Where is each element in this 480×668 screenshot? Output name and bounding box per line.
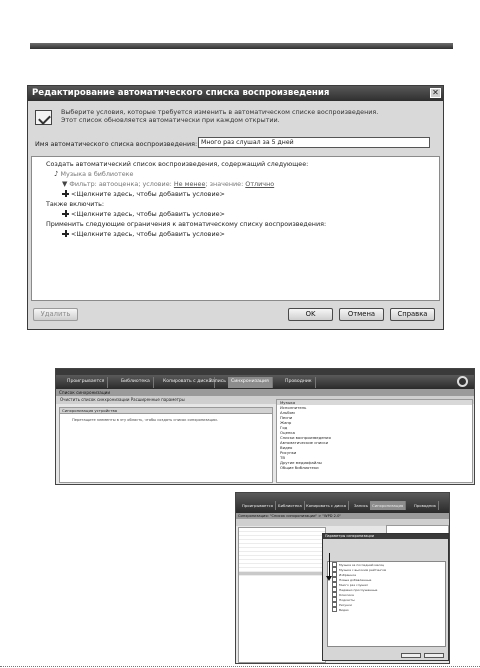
- option-item[interactable]: Избранное: [328, 572, 445, 577]
- option-item[interactable]: Много раз слушал: [328, 582, 445, 587]
- tab-now-playing[interactable]: Проигрывается: [240, 501, 276, 510]
- tree-item[interactable]: Общие библиотеки: [280, 465, 319, 470]
- plus-icon: [62, 230, 69, 237]
- music-note-icon: ♪: [54, 170, 59, 178]
- option-item[interactable]: Рисунки: [328, 602, 445, 607]
- tree-item[interactable]: ТВ: [280, 455, 285, 460]
- filter-funnel-icon: ▼: [62, 180, 68, 188]
- cancel-button[interactable]: Отмена: [339, 308, 384, 321]
- player-sync-screenshot: [55, 368, 475, 485]
- info-row: [28, 101, 443, 134]
- close-icon[interactable]: ✕: [430, 88, 441, 98]
- music-library-label: Музыка в библиотеке: [60, 170, 134, 178]
- tree-item[interactable]: Видео: [280, 445, 293, 450]
- tab-library[interactable]: Библиотека: [118, 377, 154, 388]
- playlist-name-input[interactable]: Много раз слушал за 5 дней: [198, 137, 430, 148]
- tree-item[interactable]: Другие медиафайлы: [280, 460, 322, 465]
- tree-item[interactable]: Жанр: [280, 420, 292, 425]
- dialog-titlebar: [28, 86, 443, 101]
- option-item[interactable]: Классика: [328, 592, 445, 597]
- option-item[interactable]: Музыка с высоким рейтингом: [328, 567, 445, 572]
- sync-options-dialog: [322, 533, 449, 661]
- option-item[interactable]: Подкасты: [328, 597, 445, 602]
- tab-sync[interactable]: Синхронизация: [228, 377, 273, 388]
- sync-toolbar[interactable]: Очистить список синхронизации Расширенные параметры: [56, 396, 474, 404]
- sync-list-pane: [59, 407, 273, 483]
- music-library-item[interactable]: [54, 170, 133, 178]
- tree-item[interactable]: Оценка: [280, 430, 296, 435]
- tree-item[interactable]: Рисунки: [280, 450, 297, 455]
- help-button[interactable]: Справка: [390, 308, 435, 321]
- filter-condition-link[interactable]: Не менее: [173, 180, 206, 188]
- player-logo-icon: [457, 376, 468, 387]
- plus-icon: [62, 210, 69, 217]
- add-condition-1-label: <Щелкните здесь, чтобы добавить условие>: [71, 190, 225, 198]
- sync-subheader: Список синхронизации: [56, 389, 474, 396]
- info-line-2: Этот список обновляется автоматически при каждом открытии.: [61, 116, 280, 124]
- tab-rip[interactable]: Копировать с диска: [160, 377, 215, 388]
- tab-library[interactable]: Библиотека: [276, 501, 305, 510]
- ok-button[interactable]: OK: [288, 308, 333, 321]
- tab-burn[interactable]: Запись: [352, 501, 371, 510]
- name-row: [28, 134, 443, 157]
- pointer-arrow-icon: [329, 553, 330, 577]
- dialog-cancel-button[interactable]: [424, 653, 444, 658]
- library-tree-pane: [276, 399, 473, 483]
- playlist-name-label: Имя автоматического списка воспроизведения:: [35, 140, 198, 148]
- tree-item[interactable]: Песни: [280, 415, 293, 420]
- option-item[interactable]: Видео: [328, 607, 445, 612]
- player2-nav: [236, 493, 449, 513]
- tab-sync[interactable]: Синхронизация: [370, 501, 406, 510]
- info-text: [61, 108, 378, 124]
- tab-explorer[interactable]: Проводник: [412, 501, 439, 510]
- sync-options-title: Параметры синхронизации: [323, 534, 448, 539]
- filter-value-label: ; значение:: [205, 180, 244, 188]
- player-sync-options-screenshot: [235, 492, 450, 664]
- add-condition-2[interactable]: [62, 210, 225, 218]
- option-item[interactable]: Музыка за последний месяц: [328, 562, 445, 567]
- player-nav: [56, 375, 474, 389]
- also-include-header: Также включить:: [46, 200, 105, 208]
- top-divider: [30, 43, 453, 49]
- sync-list-header: Синхронизация устройства: [60, 408, 272, 414]
- tree-item[interactable]: Год: [280, 425, 288, 430]
- tree-item[interactable]: Музыка: [277, 400, 472, 405]
- delete-button[interactable]: Удалить: [33, 308, 78, 321]
- tree-item[interactable]: Списки воспроизведения: [280, 435, 331, 440]
- edit-auto-playlist-dialog: [27, 85, 444, 330]
- add-condition-2-label: <Щелкните здесь, чтобы добавить условие>: [71, 210, 225, 218]
- tab-explorer[interactable]: Проводник: [282, 377, 316, 388]
- sync-path: Синхронизация: "Список синхронизации" > "WPD 2.0": [236, 513, 449, 519]
- rules-editor: [31, 156, 440, 301]
- tab-rip[interactable]: Копировать с диска: [304, 501, 349, 510]
- list-item[interactable]: [239, 572, 325, 576]
- tree-item[interactable]: Альбом: [280, 410, 295, 415]
- tree-item[interactable]: Исполнитель: [280, 405, 307, 410]
- create-header: Создать автоматический список воспроизведения, содержащий следующее:: [46, 160, 309, 168]
- dialog-ok-button[interactable]: [401, 653, 421, 658]
- tab-now-playing[interactable]: Проигрывается: [64, 377, 108, 388]
- tab-burn[interactable]: Запись: [206, 377, 230, 388]
- sync-list-pane: [238, 527, 326, 663]
- add-condition-3-label: <Щелкните здесь, чтобы добавить условие>: [71, 230, 225, 238]
- filter-prefix: Фильтр: автооценка; условие:: [69, 180, 172, 188]
- add-condition-3[interactable]: [62, 230, 225, 238]
- sync-empty-message: Перетащите элементы в эту область, чтобы создать список синхронизации.: [72, 418, 218, 422]
- filter-rule: [62, 180, 274, 188]
- option-item[interactable]: Новые добавленные: [328, 577, 445, 582]
- info-line-1: Выберите условия, которые требуется изменить в автоматическом списке воспроизведения.: [61, 108, 379, 116]
- tree-item[interactable]: Автоматические списки: [280, 440, 329, 445]
- plus-icon: [62, 190, 69, 197]
- filter-value-link[interactable]: Отлично: [245, 180, 275, 188]
- playlist-check-icon: [35, 110, 52, 125]
- apply-limits-header: Применить следующие ограничения к автоматическому списку воспроизведения:: [46, 220, 327, 228]
- dialog-title: Редактирование автоматического списка воспроизведения: [32, 88, 330, 98]
- add-condition-1[interactable]: [62, 190, 225, 198]
- sync-options-list: [327, 561, 446, 647]
- option-item[interactable]: Недавно прослушанные: [328, 587, 445, 592]
